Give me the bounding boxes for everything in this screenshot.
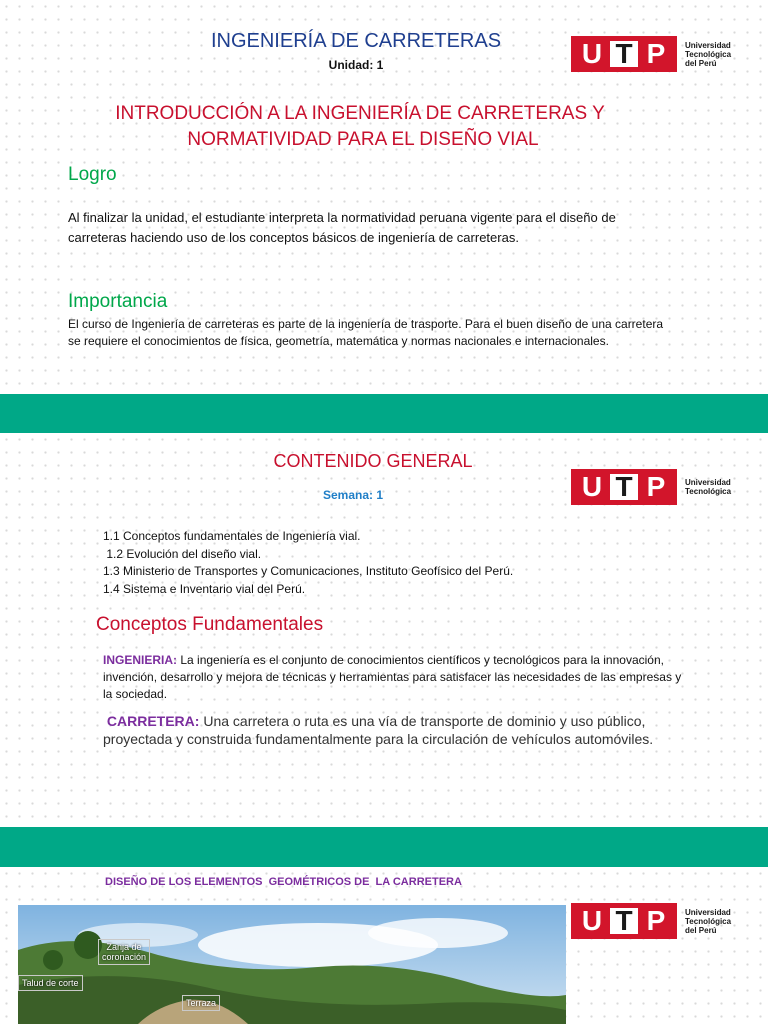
slide-intro xyxy=(0,0,768,394)
main-title-line2: NORMATIVIDAD PARA EL DISEÑO VIAL xyxy=(187,129,539,150)
week-label: Semana: 1 xyxy=(322,488,384,502)
utp-letter-p: P xyxy=(646,38,666,69)
label-talud-corte: Talud de corte xyxy=(18,975,83,991)
utp-logo-block xyxy=(571,36,677,72)
logro-text: Al finalizar la unidad, el estudiante interpreta la normatividad peruana vigente para el diseño de carreteras haciendo uso de los conceptos básicos de ingeniería de carreteras. xyxy=(68,210,616,245)
utp-logo-block: U T P xyxy=(571,469,677,505)
utp-university-name: Universidad Tecnológica xyxy=(685,478,732,496)
utp-logo xyxy=(571,903,745,939)
importancia-heading: Importancia xyxy=(68,291,168,312)
concepts-heading: Conceptos Fundamentales xyxy=(96,614,324,635)
separator-band-1 xyxy=(0,394,768,433)
main-title-line1: INTRODUCCIÓN A LA INGENIERÍA DE CARRETERAS Y xyxy=(115,103,605,124)
list-item: 1.2 Evolución del diseño vial. xyxy=(103,546,262,561)
contenido-title: CONTENIDO GENERAL xyxy=(273,451,473,471)
course-title: INGENIERÍA DE CARRETERAS xyxy=(210,30,502,52)
unit-label: Unidad: 1 xyxy=(328,58,384,72)
utp-university-name: Universidad Tecnológica del Perú xyxy=(685,40,732,68)
list-item: 1.4 Sistema e Inventario vial del Perú. xyxy=(103,581,306,596)
diseno-title: DISEÑO DE LOS ELEMENTOS GEOMÉTRICOS DE LA CARRETERA xyxy=(105,876,462,888)
utp-letter-u: U xyxy=(581,38,603,69)
utp-logo xyxy=(571,36,745,72)
ingenieria-term: INGENIERIA: xyxy=(103,653,178,667)
utp-university-name: Universidad Tecnológica del Perú xyxy=(685,907,732,935)
utp-logo xyxy=(571,469,745,505)
carretera-term: CARRETERA: xyxy=(106,713,200,729)
slide-contenido xyxy=(0,433,768,827)
list-item: 1.3 Ministerio de Transportes y Comunicaciones, Instituto Geofísico del Perú. xyxy=(103,564,514,578)
utp-logo-block: U T P xyxy=(571,903,677,939)
carretera-definition: CARRETERA: Una carretera o ruta es una vía de transporte de dominio y uso público, proyectada y construida fundamentalmente para la circulación de vehículos automóviles. xyxy=(103,713,654,747)
label-terraza: Terraza xyxy=(182,995,220,1011)
logro-heading: Logro xyxy=(68,164,117,185)
utp-letter-t: T xyxy=(610,41,638,67)
label-zanja-coronacion: Zanja de coronación xyxy=(98,939,150,965)
importancia-text: El curso de Ingeniería de carreteras es parte de la ingeniería de trasporte. Para el buen diseño de una carretera se requiere el conocimientos de física, geometría, matemática y normas nacionales e internacionales. xyxy=(68,317,664,348)
separator-band-2 xyxy=(0,827,768,867)
ingenieria-definition: INGENIERIA: La ingeniería es el conjunto de conocimientos científicos y tecnológicos para la innovación, invención, desarrollo y mejora de técnicas y herramientas para satisfacer las necesidades de las empresas y la sociedad. xyxy=(103,653,682,701)
contenido-list xyxy=(103,528,513,598)
list-item: 1.1 Conceptos fundamentales de Ingeniería vial. xyxy=(103,529,361,543)
road-photo xyxy=(18,905,566,1024)
